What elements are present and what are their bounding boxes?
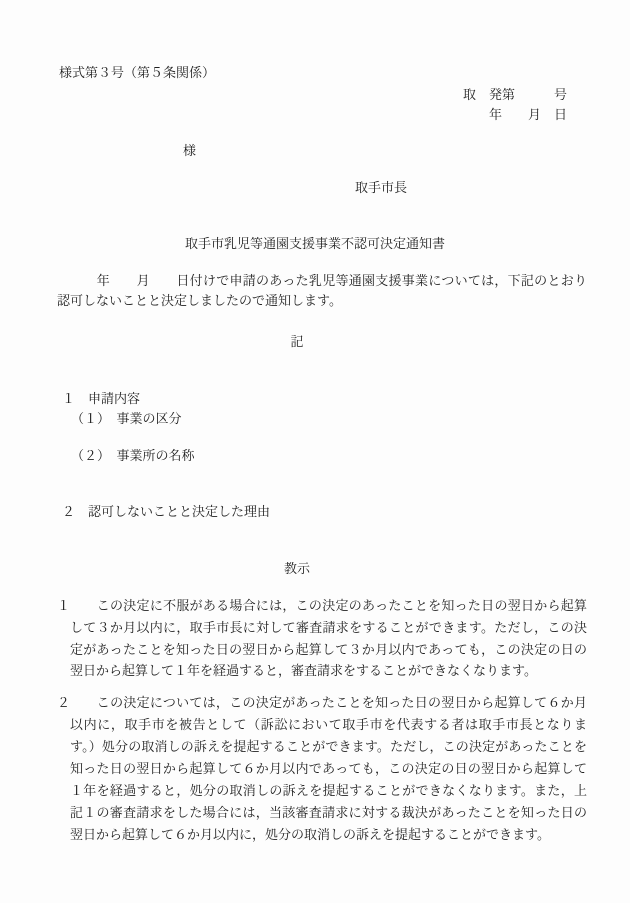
business-category-subitem: （１） 事業の区分 xyxy=(71,411,182,426)
form-number: 様式第３号（第５条関係） xyxy=(59,65,216,80)
kyoji-paragraph-1: １ この決定に不服がある場合には，この決定のあったことを知った日の翌日から起算して３か月以内に，取手市長に対して審査請求をすることができます。ただし，この決定があったことを知った日の翌日から起算して３か月以内であっても，この決定の日の翌日から起算して１年を経過すると，審査請求をすることができなくなります。 xyxy=(57,598,587,679)
sender-title: 取手市長 xyxy=(355,180,408,195)
reason-item: ２ 認可しないことと決定した理由 xyxy=(62,504,271,519)
ki-heading: 記 xyxy=(290,334,304,349)
document-title: 取手市乳児等通園支援事業不認可決定通知書 xyxy=(184,236,445,251)
office-name-subitem: （２） 事業所の名称 xyxy=(71,448,195,463)
kyoji-paragraph-2: ２ この決定については，この決定があったことを知った日の翌日から起算して６か月以内に，取手市を被告として（訴訟において取手市を代表する者は取手市長となります。）処分の取消しの訴えを提起することができます。ただし，この決定があったことを知った日の翌日から起算して６か月以内であっても，この決定の日の翌日から起算して１年を経過すると，処分の取消しの訴えを提起することができなくなります。また，上記１の審査請求をした場合には，当該審査請求に対する裁決があったことを知った日の翌日から起算して６か月以内に，処分の取消しの訴えを提起することができます。 xyxy=(57,695,587,842)
application-item: １ 申請内容 xyxy=(62,391,141,406)
issue-date-line: 年 月 日 xyxy=(488,107,567,122)
kyoji-heading: 教示 xyxy=(283,561,310,576)
addressee-honorific: 様 xyxy=(183,143,197,158)
notification-body: 年 月 日付けで申請のあった乳児等通園支援事業については，下記のとおり認可しないことと決定しましたので通知します。 xyxy=(57,273,587,308)
doc-number-line: 取 発第 号 xyxy=(462,87,567,102)
